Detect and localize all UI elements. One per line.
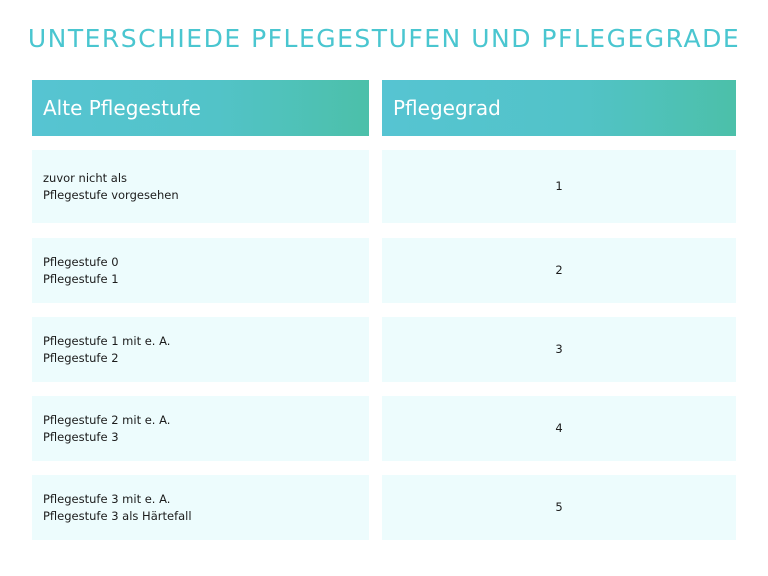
- care-grade-column: [382, 80, 736, 514]
- old-level-line: Pflegestufe vorgesehen: [43, 187, 179, 202]
- old-level-line: zuvor nicht als: [43, 170, 128, 185]
- care-grade-cell-5: [382, 475, 736, 540]
- care-grade-value: 1: [555, 179, 563, 193]
- care-grade-header: Pflegegrad: [382, 80, 736, 136]
- old-level-line: Pflegestufe 3 als Härtefall: [43, 508, 192, 523]
- old-level-line: Pflegestufe 1 mit e. A.: [43, 333, 171, 348]
- old-level-cell-3: [32, 317, 369, 382]
- old-level-line: Pflegestufe 2 mit e. A.: [43, 412, 171, 427]
- old-level-cell-4: [32, 396, 369, 461]
- old-level-cell-2: [32, 238, 369, 303]
- old-care-level-column: [32, 80, 369, 523]
- care-grade-cell-2: [382, 238, 736, 303]
- old-level-line: Pflegestufe 0: [43, 254, 119, 269]
- old-level-line: Pflegestufe 1: [43, 271, 119, 286]
- care-grade-value: 2: [555, 263, 563, 277]
- care-grade-cell-4: [382, 396, 736, 461]
- care-grade-value: 5: [555, 500, 563, 514]
- page-title: UNTERSCHIEDE PFLEGESTUFEN UND PFLEGEGRADE: [27, 24, 741, 53]
- old-level-line: Pflegestufe 3: [43, 429, 119, 444]
- care-grade-value: 4: [555, 421, 563, 435]
- old-level-cell-1: [32, 150, 369, 223]
- care-grade-cell-1: [382, 150, 736, 223]
- care-grade-value: 3: [555, 342, 563, 356]
- care-grade-cell-3: [382, 317, 736, 382]
- old-level-line: Pflegestufe 3 mit e. A.: [43, 491, 171, 506]
- old-care-level-header: Alte Pflegestufe: [32, 80, 369, 136]
- old-level-line: Pflegestufe 2: [43, 350, 119, 365]
- old-level-cell-5: [32, 475, 369, 540]
